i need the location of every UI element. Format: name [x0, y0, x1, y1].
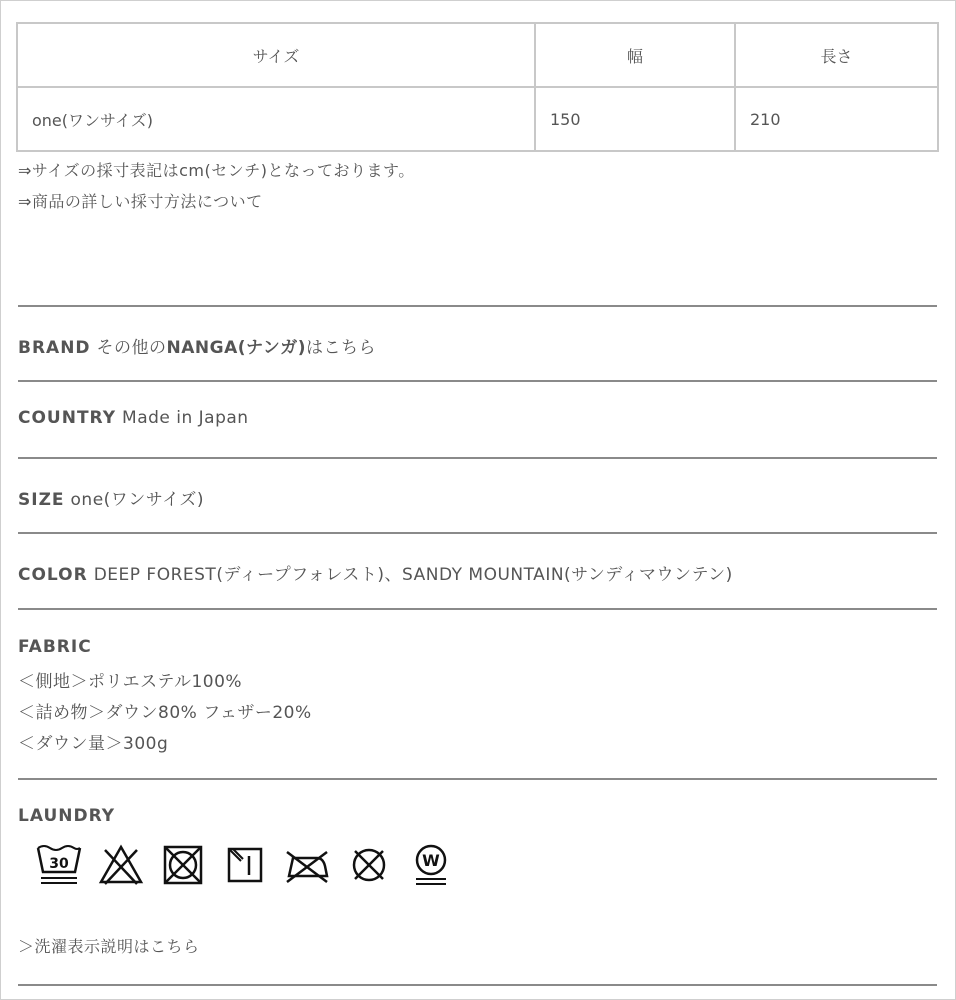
size-value: one(ワンサイズ)	[70, 490, 205, 510]
size-cell: one(ワンサイズ)	[17, 87, 535, 151]
fabric-shell-line: ＜側地＞ポリエステル100%	[18, 672, 243, 692]
laundry-heading	[18, 806, 121, 826]
laundry-explanation-link[interactable]: ＞洗濯表示説明はこちら	[18, 937, 200, 956]
length-cell: 210	[735, 87, 938, 151]
brand-row[interactable]	[18, 333, 376, 358]
line-dry-shade-icon	[214, 842, 276, 888]
fabric-down-amount-line: ＜ダウン量＞300g	[18, 734, 169, 754]
width-cell: 150	[535, 87, 735, 151]
no-tumble-dry-icon	[152, 842, 214, 888]
divider	[18, 380, 937, 382]
color-label: COLOR	[18, 565, 88, 585]
divider	[18, 305, 937, 307]
size-table	[16, 22, 939, 152]
color-row	[18, 560, 733, 585]
laundry-icons	[28, 842, 462, 888]
wet-clean-letter: W	[422, 851, 440, 870]
wash-temp-text: 30	[49, 856, 69, 872]
country-label: COUNTRY	[18, 408, 117, 428]
wash-30-icon	[28, 842, 90, 888]
no-bleach-icon	[90, 842, 152, 888]
brand-prefix: その他の	[96, 338, 167, 358]
divider	[18, 608, 937, 610]
country-value: Made in Japan	[122, 408, 249, 428]
divider	[18, 532, 937, 534]
brand-name: NANGA(ナンガ)	[166, 338, 306, 358]
no-iron-icon	[276, 842, 338, 888]
fabric-label: FABRIC	[18, 637, 92, 657]
color-value: DEEP FOREST(ディープフォレスト)、SANDY MOUNTAIN(サンディマウンテン)	[93, 565, 733, 585]
country-row	[18, 408, 249, 428]
brand-suffix: はこちら	[305, 338, 376, 358]
size-header-length: 長さ	[735, 23, 938, 87]
size-header-size: サイズ	[17, 23, 535, 87]
size-label: SIZE	[18, 490, 65, 510]
fabric-fill-line: ＜詰め物＞ダウン80% フェザー20%	[18, 703, 312, 723]
fabric-heading	[18, 637, 98, 657]
brand-label: BRAND	[18, 338, 91, 358]
wet-clean-icon	[400, 842, 462, 888]
laundry-label: LAUNDRY	[18, 806, 116, 826]
size-table-header-row	[17, 23, 938, 87]
measurement-method-link[interactable]: ⇒商品の詳しい採寸方法について	[18, 192, 263, 211]
size-unit-note: ⇒サイズの採寸表記はcm(センチ)となっております。	[18, 161, 415, 180]
size-header-width: 幅	[535, 23, 735, 87]
no-dry-clean-icon	[338, 842, 400, 888]
divider	[18, 457, 937, 459]
table-row	[17, 87, 938, 151]
divider	[18, 984, 937, 986]
divider	[18, 778, 937, 780]
size-row	[18, 485, 204, 510]
